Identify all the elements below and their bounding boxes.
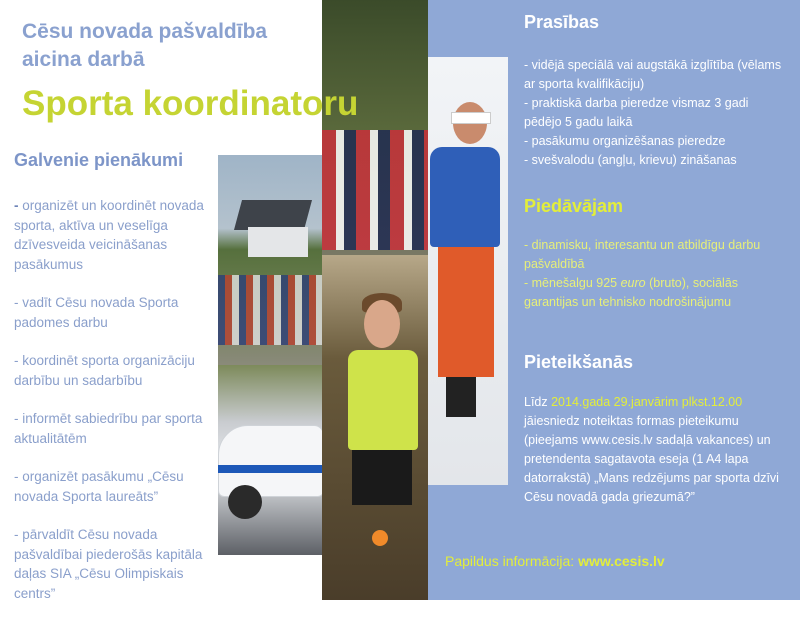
org-title-line2: aicina darbā — [22, 48, 145, 71]
offer-list — [524, 236, 784, 312]
list-item: - praktiskā darba pieredze vismaz 3 gadi pēdējo 5 gadu laikā — [524, 96, 749, 129]
list-item: - organizēt un koordinēt novada sporta, aktīva un veselīga dzīvesveida veicināšanas pasākumus — [14, 198, 204, 272]
floorball-player-photo — [322, 255, 428, 600]
list-item: - organizēt pasākumu „Cēsu novada Sporta laureāts” — [14, 469, 184, 504]
job-title: Sporta koordinatoru — [22, 84, 359, 123]
list-item: - vidējā speciālā vai augstākā izglītība (vēlams ar sporta kvalifikāciju) — [524, 58, 782, 91]
more-info: Papildus informācija: www.cesis.lv — [445, 553, 665, 569]
list-item: - mēnešalgu 925 euro (bruto), sociālās garantijas un tehnisko nodrošinājumu — [524, 276, 739, 309]
currency-word: euro — [620, 276, 646, 290]
requirements-heading: Prasības — [524, 12, 600, 32]
cyclists-group — [322, 130, 428, 250]
list-item: - pasākumu organizēšanas pieredze — [524, 134, 726, 148]
duties-heading: Galvenie pienākumi — [14, 150, 184, 170]
requirements-list — [524, 56, 784, 170]
list-item: - koordinēt sporta organizāciju darbību un sadarbību — [14, 353, 195, 388]
website-link[interactable]: www.cesis.lv — [578, 553, 665, 569]
list-item: - pārvaldīt Cēsu novada pašvaldībai piederošās kapitāla daļas SIA „Cēsu Olimpiskais centrs” — [14, 527, 203, 601]
offer-heading: Piedāvājam — [524, 196, 624, 216]
duties-list — [14, 196, 220, 622]
deadline: 2014.gada 29.janvārim plkst.12.00 — [551, 395, 743, 409]
rally-car-photo — [218, 365, 322, 555]
skier-photo — [428, 57, 508, 485]
org-title-line1: Cēsu novada pašvaldība — [22, 20, 268, 43]
list-item: - dinamisku, interesantu un atbildīgu darbu pašvaldībā — [524, 238, 761, 271]
spectators-photo — [218, 155, 322, 365]
list-item: - vadīt Cēsu novada Sporta padomes darbu — [14, 295, 179, 330]
org-title — [22, 18, 322, 74]
list-item: - informēt sabiedrību par sporta aktualitātēm — [14, 411, 203, 446]
list-item: - svešvalodu (angļu, krievu) zināšanas — [524, 153, 737, 167]
apply-heading: Pieteikšanās — [524, 352, 634, 372]
apply-text: Līdz 2014.gada 29.janvārim plkst.12.00 jāiesniedz noteiktas formas pieteikumu (pieejams www.cesis.lv sadaļā vakances) un pretendenta sagatavota eseja (1 A4 lapa datorrakstā) „Mans redzējums par sporta dzīvi Cēsu novadā gada griezumā?” — [524, 395, 779, 504]
